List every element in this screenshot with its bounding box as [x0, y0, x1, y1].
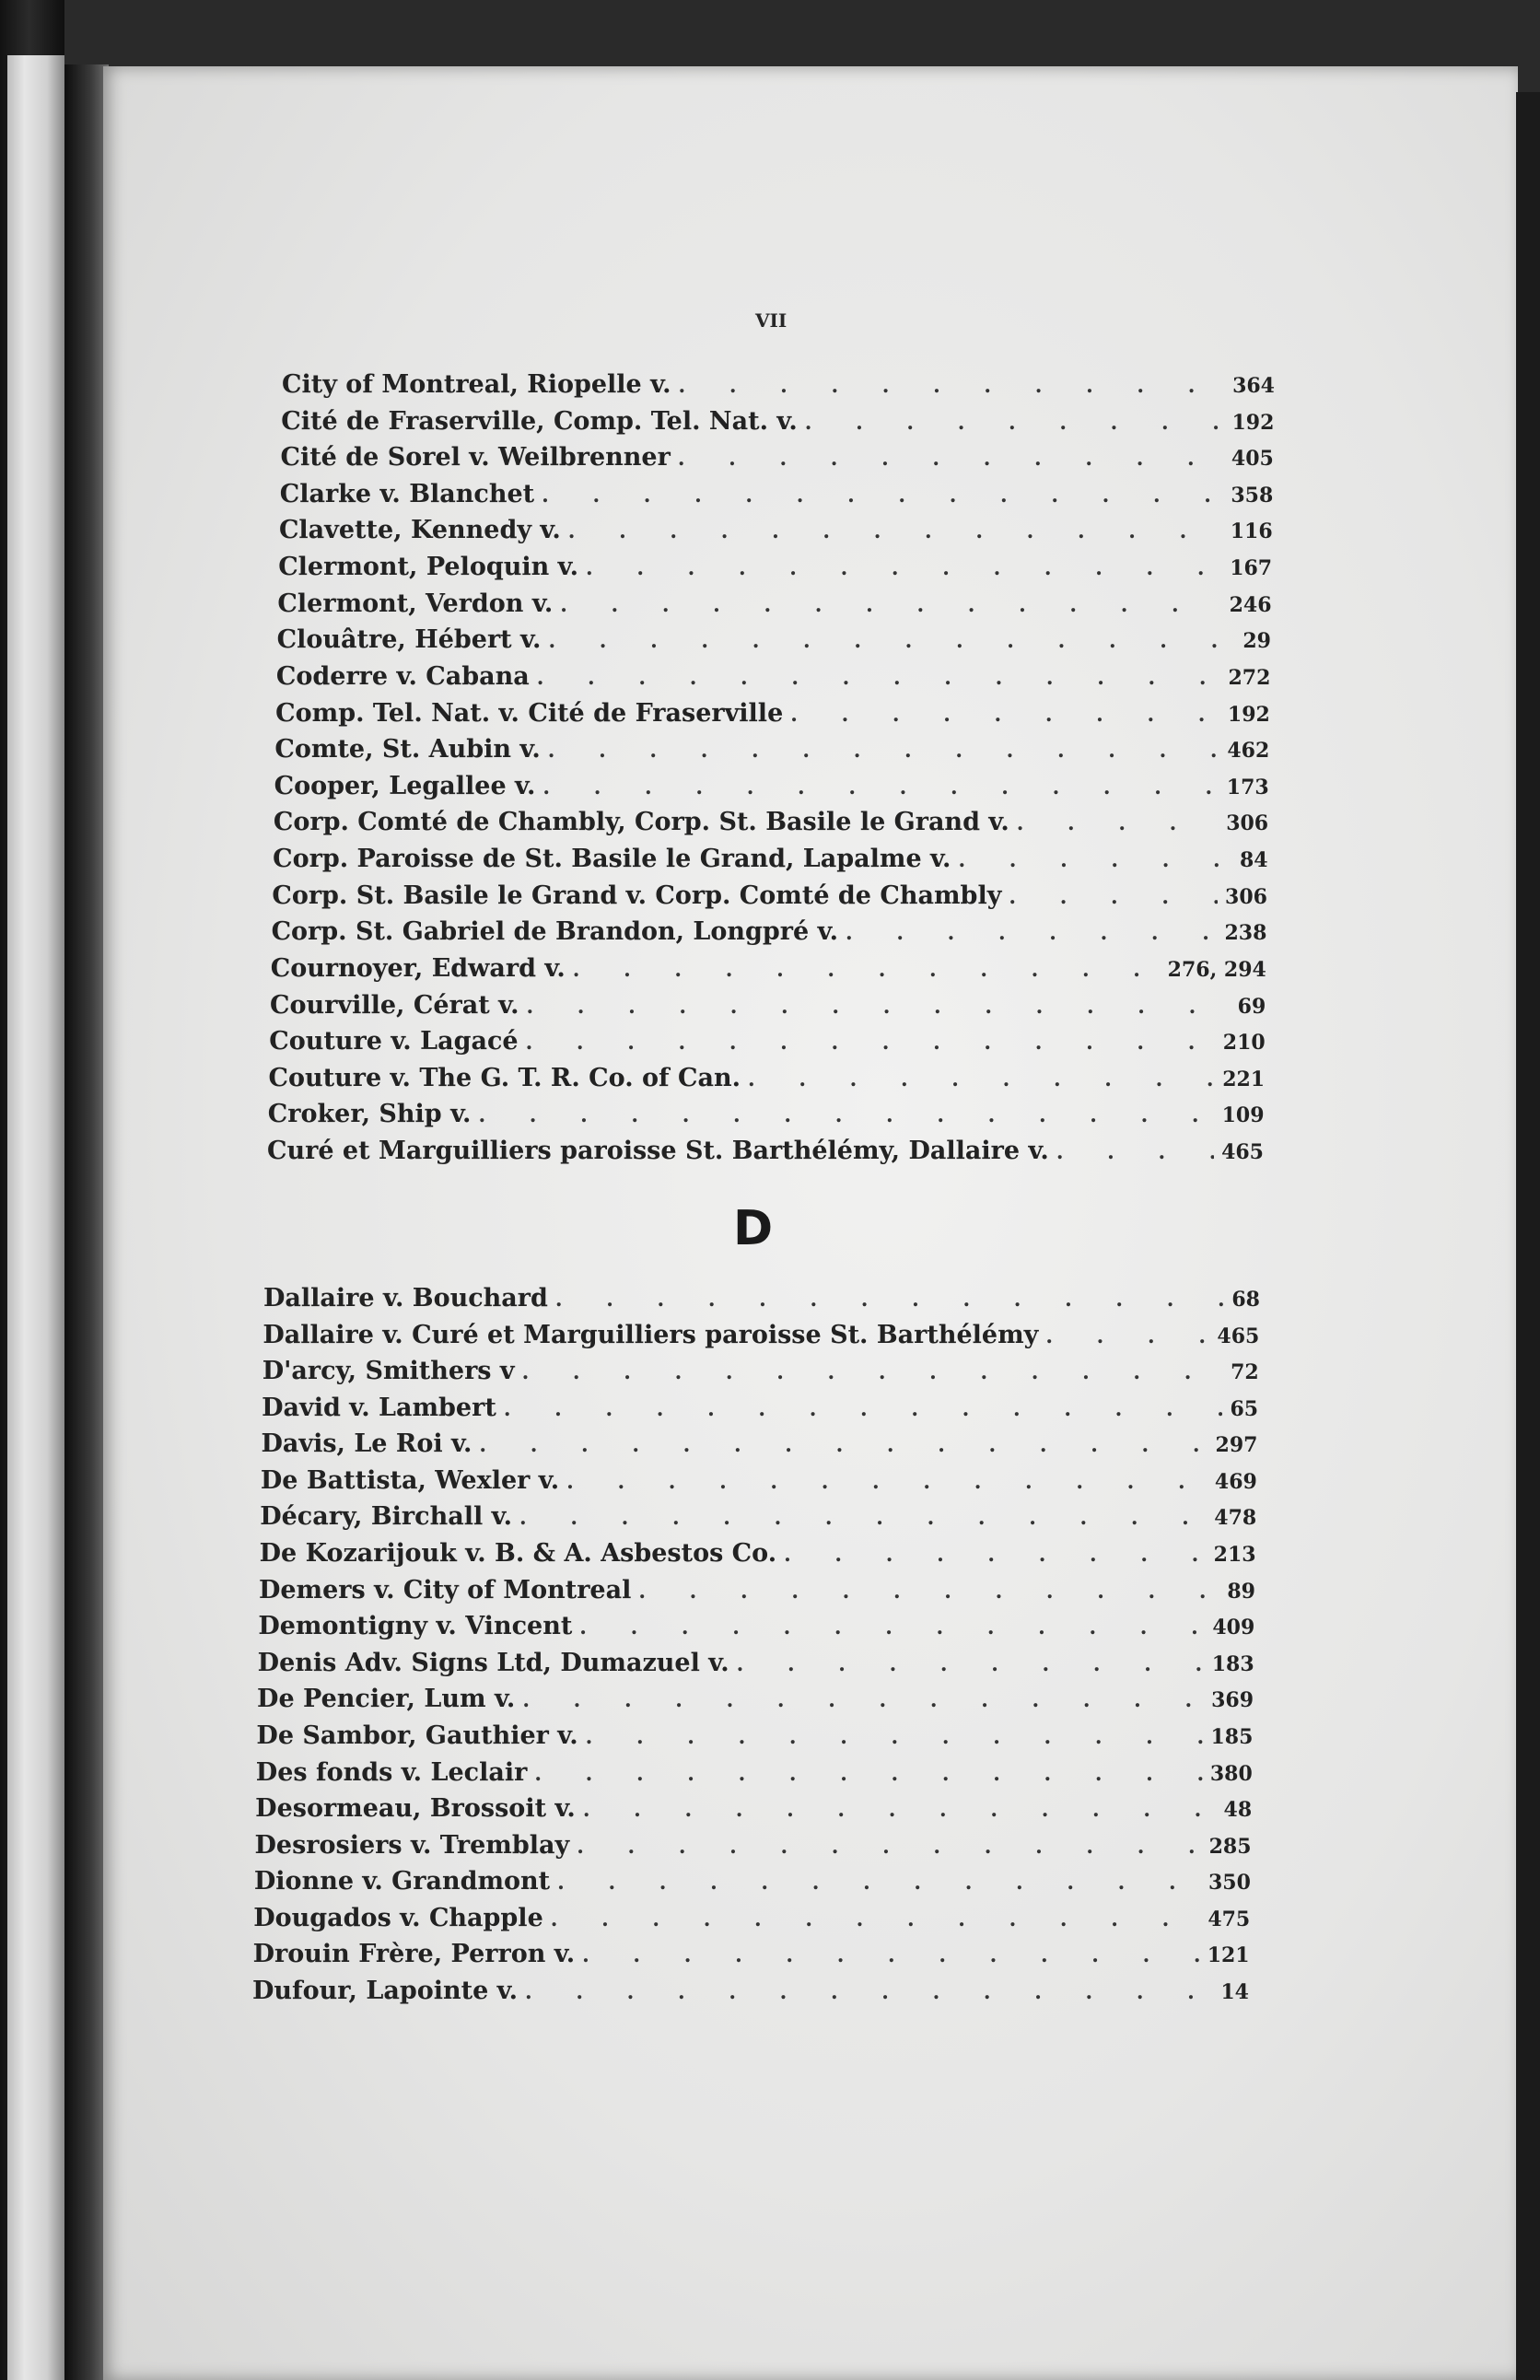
- index-entry: [256, 1758, 1253, 1787]
- index-entry: [262, 1357, 1259, 1385]
- entry-case-name: Clermont, Peloquin v.: [278, 553, 579, 582]
- entry-case-name: Clavette, Kennedy v.: [278, 516, 561, 545]
- index-entry: [276, 662, 1271, 691]
- entry-case-name: Dougados v. Chapple: [253, 1903, 543, 1932]
- index-entry: [253, 1940, 1250, 1968]
- index-entry: [258, 1649, 1254, 1677]
- entry-page-number: 297: [1215, 1433, 1258, 1458]
- entry-case-name: Dallaire v. Curé et Marguilliers paroisse St. Barthélémy: [262, 1320, 1039, 1349]
- dot-leader: [586, 1725, 1204, 1749]
- entry-case-name: De Sambor, Gauthier v.: [256, 1721, 578, 1750]
- entry-case-name: Desrosiers v. Tremblay: [254, 1830, 570, 1860]
- dot-leader: [557, 1871, 1201, 1895]
- entry-case-name: Corp. Paroisse de St. Basile le Grand, Lapalme v.: [273, 845, 951, 874]
- dot-leader: [678, 447, 1224, 471]
- index-entry: [274, 772, 1269, 800]
- dot-leader: [522, 1360, 1224, 1384]
- dot-leader: [479, 1433, 1208, 1457]
- entry-case-name: Desormeau, Brossoit v.: [255, 1794, 576, 1824]
- index-entry: [262, 1321, 1259, 1349]
- entry-case-name: Demontigny v. Vincent: [258, 1612, 573, 1641]
- entry-page-number: 364: [1232, 374, 1275, 398]
- index-entry: [280, 480, 1274, 508]
- entry-case-name: Couture v. Lagacé: [269, 1027, 519, 1056]
- index-entry: [272, 917, 1267, 946]
- entry-case-name: Corp. Comté de Chambly, Corp. St. Basile le Grand v.: [273, 808, 1009, 837]
- dot-leader: [1017, 811, 1219, 835]
- entry-page-number: 221: [1222, 1067, 1266, 1091]
- dot-leader: [679, 374, 1226, 398]
- index-entry: [262, 1394, 1258, 1422]
- entry-case-name: Denis Adv. Signs Ltd, Dumazuel v.: [257, 1648, 729, 1677]
- entry-page-number: 246: [1229, 592, 1272, 617]
- index-entry: [261, 1429, 1257, 1458]
- dot-leader: [805, 411, 1225, 435]
- entry-page-number: 116: [1230, 519, 1273, 544]
- entry-page-number: 475: [1208, 1907, 1251, 1931]
- index-entry: [273, 845, 1267, 873]
- dot-leader: [526, 1031, 1216, 1055]
- entry-page-number: 185: [1210, 1724, 1254, 1749]
- entry-page-number: 48: [1223, 1798, 1253, 1823]
- dot-leader: [748, 1068, 1215, 1091]
- entry-case-name: Croker, Ship v.: [267, 1100, 472, 1129]
- facing-page-edge: [7, 55, 64, 2380]
- dot-leader: [568, 519, 1223, 543]
- entry-page-number: 478: [1214, 1506, 1257, 1531]
- entry-page-number: 380: [1209, 1761, 1253, 1786]
- entry-case-name: Dallaire v. Bouchard: [263, 1284, 548, 1312]
- dot-leader: [548, 739, 1220, 763]
- entry-case-name: Cité de Fraserville, Comp. Tel. Nat. v.: [281, 406, 798, 436]
- dot-leader: [551, 1908, 1201, 1931]
- section-heading-d: D: [733, 1201, 774, 1256]
- index-entry: [259, 1576, 1255, 1604]
- entry-case-name: D'arcy, Smithers v: [262, 1357, 515, 1386]
- dot-leader: [1056, 1140, 1214, 1164]
- entry-page-number: 306: [1226, 811, 1269, 836]
- entry-page-number: 405: [1231, 447, 1274, 472]
- index-entry: [269, 1027, 1265, 1056]
- index-entry: [279, 516, 1273, 544]
- index-entry: [267, 1137, 1264, 1165]
- entry-page-number: 167: [1230, 556, 1273, 581]
- entry-page-number: 306: [1225, 884, 1267, 909]
- entry-page-number: 465: [1217, 1324, 1260, 1348]
- entry-page-number: 276, 294: [1167, 957, 1266, 982]
- dot-leader: [522, 1688, 1204, 1712]
- entry-case-name: Clouâtre, Hébert v.: [276, 625, 542, 655]
- dot-leader: [577, 1835, 1201, 1859]
- dot-leader: [548, 629, 1235, 653]
- entry-page-number: 213: [1213, 1543, 1256, 1568]
- entry-page-number: 72: [1231, 1360, 1259, 1385]
- dot-leader: [537, 666, 1221, 690]
- entry-case-name: Cité de Sorel v. Weilbrenner: [280, 443, 671, 472]
- dot-leader: [525, 1980, 1213, 2004]
- entry-page-number: 65: [1230, 1396, 1259, 1421]
- dot-leader: [534, 1762, 1203, 1786]
- entry-case-name: Cooper, Legallee v.: [274, 771, 536, 800]
- entry-page-number: 121: [1207, 1943, 1250, 1968]
- dot-leader: [784, 1543, 1207, 1567]
- index-entry: [253, 1904, 1250, 1932]
- index-entry: [281, 407, 1274, 436]
- entry-page-number: 369: [1211, 1688, 1254, 1713]
- entry-page-number: 192: [1231, 410, 1275, 435]
- index-entry: [274, 808, 1268, 836]
- entry-page-number: 89: [1227, 1579, 1255, 1604]
- book-gutter: [64, 64, 109, 2380]
- index-entry: [257, 1685, 1254, 1713]
- index-entry: [252, 1977, 1249, 2005]
- dot-leader: [519, 1506, 1207, 1530]
- entry-page-number: 272: [1228, 665, 1271, 690]
- entry-case-name: Clermont, Verdon v.: [277, 589, 554, 618]
- index-entry: [260, 1502, 1256, 1531]
- entry-case-name: Clarke v. Blanchet: [279, 479, 535, 508]
- entry-case-name: Couture v. The G. T. R. Co. of Can.: [268, 1063, 741, 1092]
- index-entry: [275, 699, 1270, 728]
- entry-page-number: 29: [1242, 629, 1271, 654]
- dot-leader: [555, 1288, 1224, 1312]
- dot-leader: [1009, 885, 1218, 909]
- index-entry: [274, 735, 1269, 764]
- dot-leader: [1045, 1324, 1209, 1348]
- index-entry: [261, 1466, 1257, 1495]
- scan-border-right: [1516, 92, 1540, 2380]
- entry-page-number: 68: [1231, 1288, 1260, 1312]
- entry-page-number: 14: [1220, 1980, 1249, 2004]
- entry-case-name: De Pencier, Lum v.: [257, 1685, 516, 1714]
- entry-page-number: 285: [1208, 1834, 1252, 1859]
- entry-page-number: 210: [1222, 1031, 1266, 1056]
- entry-case-name: De Battista, Wexler v.: [260, 1465, 560, 1495]
- entry-case-name: City of Montreal, Riopelle v.: [282, 370, 671, 399]
- page-folio: VII: [755, 309, 788, 332]
- index-entry: [254, 1867, 1251, 1896]
- index-entry: [256, 1721, 1253, 1750]
- dot-leader: [560, 593, 1221, 617]
- entry-case-name: Dionne v. Grandmont: [253, 1867, 551, 1896]
- index-entry: [268, 1100, 1265, 1128]
- entry-page-number: 350: [1208, 1871, 1251, 1896]
- dot-leader: [586, 556, 1222, 580]
- dot-leader: [846, 921, 1217, 945]
- entry-page-number: 192: [1227, 702, 1270, 727]
- dot-leader: [638, 1580, 1219, 1604]
- entry-case-name: Curé et Marguilliers paroisse St. Barthélémy, Dallaire v.: [267, 1137, 1049, 1165]
- dot-leader: [582, 1943, 1200, 1967]
- entry-page-number: 183: [1211, 1651, 1254, 1676]
- entry-case-name: Décary, Birchall v.: [260, 1502, 513, 1532]
- entry-case-name: Coderre v. Cabana: [275, 661, 530, 691]
- entry-case-name: Cournoyer, Edward v.: [270, 953, 566, 983]
- entry-page-number: 465: [1221, 1140, 1264, 1164]
- entry-case-name: Davis, Le Roi v.: [261, 1429, 472, 1459]
- entry-page-number: 462: [1227, 739, 1270, 764]
- index-entry: [255, 1831, 1252, 1860]
- entry-case-name: Des fonds v. Leclair: [255, 1757, 528, 1787]
- index-entry: [278, 553, 1272, 581]
- entry-case-name: De Kozarijouk v. B. & A. Asbestos Co.: [259, 1539, 777, 1569]
- index-entry: [258, 1612, 1254, 1640]
- index-entry: [255, 1794, 1252, 1823]
- entry-case-name: Drouin Frère, Perron v.: [252, 1940, 576, 1969]
- index-entry: [263, 1284, 1260, 1312]
- index-entry: [269, 1064, 1266, 1092]
- entry-case-name: Corp. St. Gabriel de Brandon, Longpré v.: [271, 917, 838, 947]
- entry-page-number: 84: [1239, 848, 1268, 873]
- dot-leader: [526, 995, 1230, 1019]
- entry-case-name: Dufour, Lapointe v.: [252, 1977, 519, 2005]
- dot-leader: [542, 776, 1219, 799]
- index-entry: [272, 881, 1267, 910]
- entry-page-number: 238: [1224, 921, 1267, 946]
- entry-page-number: 358: [1231, 483, 1274, 508]
- index-entry: [270, 991, 1266, 1020]
- index-entry: [271, 954, 1266, 983]
- index-entry: [280, 443, 1273, 472]
- entry-case-name: Courville, Cérat v.: [270, 990, 519, 1020]
- dot-leader: [566, 1470, 1208, 1494]
- entry-page-number: 173: [1226, 775, 1269, 799]
- index-entry: [260, 1539, 1256, 1568]
- dot-leader: [573, 958, 1161, 982]
- entry-page-number: 109: [1221, 1103, 1265, 1128]
- dot-leader: [504, 1397, 1223, 1421]
- index-entry: [282, 370, 1275, 399]
- index-entry: [277, 625, 1271, 654]
- entry-case-name: David v. Lambert: [262, 1393, 496, 1422]
- dot-leader: [737, 1652, 1205, 1676]
- entry-case-name: Comte, St. Aubin v.: [274, 735, 541, 764]
- index-entry: [277, 589, 1271, 618]
- dot-leader: [579, 1616, 1205, 1639]
- dot-leader: [958, 848, 1232, 872]
- entry-page-number: 469: [1214, 1469, 1257, 1494]
- dot-leader: [790, 703, 1220, 727]
- entry-case-name: Comp. Tel. Nat. v. Cité de Fraserville: [275, 698, 784, 728]
- dot-leader: [583, 1798, 1217, 1822]
- dot-leader: [542, 484, 1223, 508]
- entry-page-number: 69: [1237, 994, 1266, 1019]
- dot-leader: [478, 1103, 1214, 1127]
- entry-case-name: Demers v. City of Montreal: [258, 1575, 632, 1604]
- entry-case-name: Corp. St. Basile le Grand v. Corp. Comté de Chambly: [272, 881, 1002, 910]
- entry-page-number: 409: [1212, 1616, 1255, 1640]
